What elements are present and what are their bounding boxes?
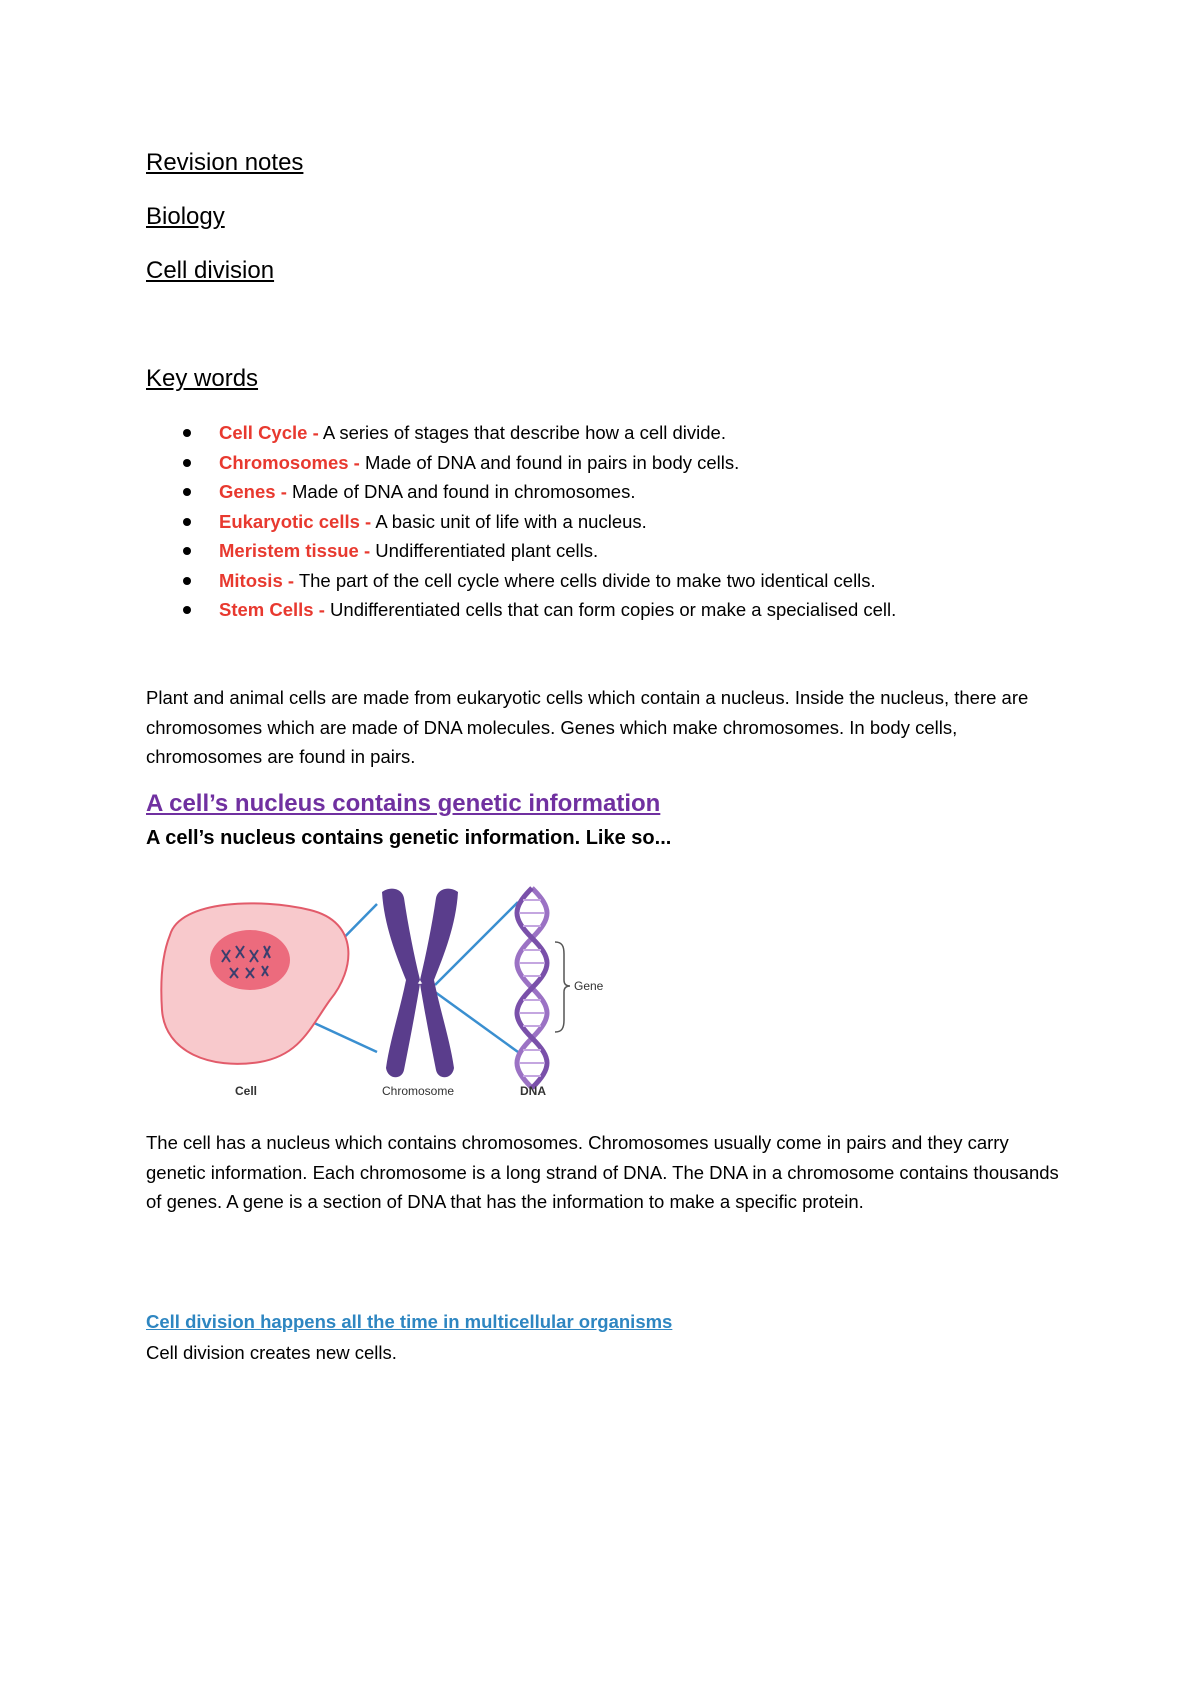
chromosome-shape [382,889,458,1078]
section-subtitle: A cell’s nucleus contains genetic information. Like so... [146,827,672,849]
cell-chromosome-dna-diagram [150,880,630,1100]
list-item [146,536,1106,566]
nucleus-shape [210,930,290,990]
key-words-heading: Key words [146,365,259,392]
topic-heading: Cell division [146,257,275,284]
subject-heading: Biology [146,203,225,230]
bullet-icon [183,577,191,585]
bullet-icon [183,429,191,437]
intro-paragraph: Plant and animal cells are made from eukaryotic cells which contain a nucleus. Inside the nucleus, there are chromosomes which are made of DNA molecules. Genes which make chromosomes. In body cells, chromosomes are found in pairs. [146,687,1029,767]
cell-division-text: Cell division creates new cells. [146,1342,397,1363]
key-term: Eukaryotic cells - [219,510,372,532]
key-term: Cell Cycle - [219,422,319,443]
chromosome-paragraph: The cell has a nucleus which contains chromosomes. Chromosomes usually come in pairs and they carry genetic information. Each chromosome is a long strand of DNA. The DNA in a chromosome contains thousands of genes. A gene is a section of DNA that has the information to make a specific protein. [146,1132,1059,1212]
section-heading-cell-division: Cell division happens all the time in multicellular organisms [146,1311,673,1332]
dna-label: DNA [520,1084,546,1098]
key-term: Chromosomes - [219,451,360,473]
bullet-icon [183,606,191,614]
gene-label: Gene [574,979,604,993]
list-item [146,477,1106,507]
key-definition: Undifferentiated cells that can form copies or make a specialised cell. [330,599,897,620]
key-definition: Made of DNA and found in pairs in body cells. [364,451,740,473]
key-definition: A basic unit of life with a nucleus. [375,510,647,532]
key-definition: A series of stages that describe how a cell divide. [322,422,726,443]
key-definition: Made of DNA and found in chromosomes. [292,481,636,502]
key-term: Genes - [219,481,287,502]
key-words-list [146,418,1106,625]
list-item [146,448,1106,478]
key-term: Meristem tissue - [219,540,371,561]
document-title: Revision notes [146,149,304,176]
key-definition: Undifferentiated plant cells. [375,540,599,561]
list-item [146,595,1106,625]
cell-label: Cell [235,1084,258,1098]
list-item [146,507,1106,537]
key-definition: The part of the cell cycle where cells divide to make two identical cells. [298,569,876,591]
dna-helix [517,888,547,1088]
list-item [146,566,1106,596]
key-term: Mitosis - [219,569,295,591]
gene-bracket [555,942,570,1032]
key-term: Stem Cells - [219,599,325,620]
section-heading-nucleus: A cell’s nucleus contains genetic information [146,790,661,817]
bullet-icon [183,518,191,526]
bullet-icon [183,459,191,467]
bullet-icon [183,547,191,555]
chromosome-label: Chromosome [382,1084,455,1098]
bullet-icon [183,488,191,496]
list-item [146,418,1106,448]
